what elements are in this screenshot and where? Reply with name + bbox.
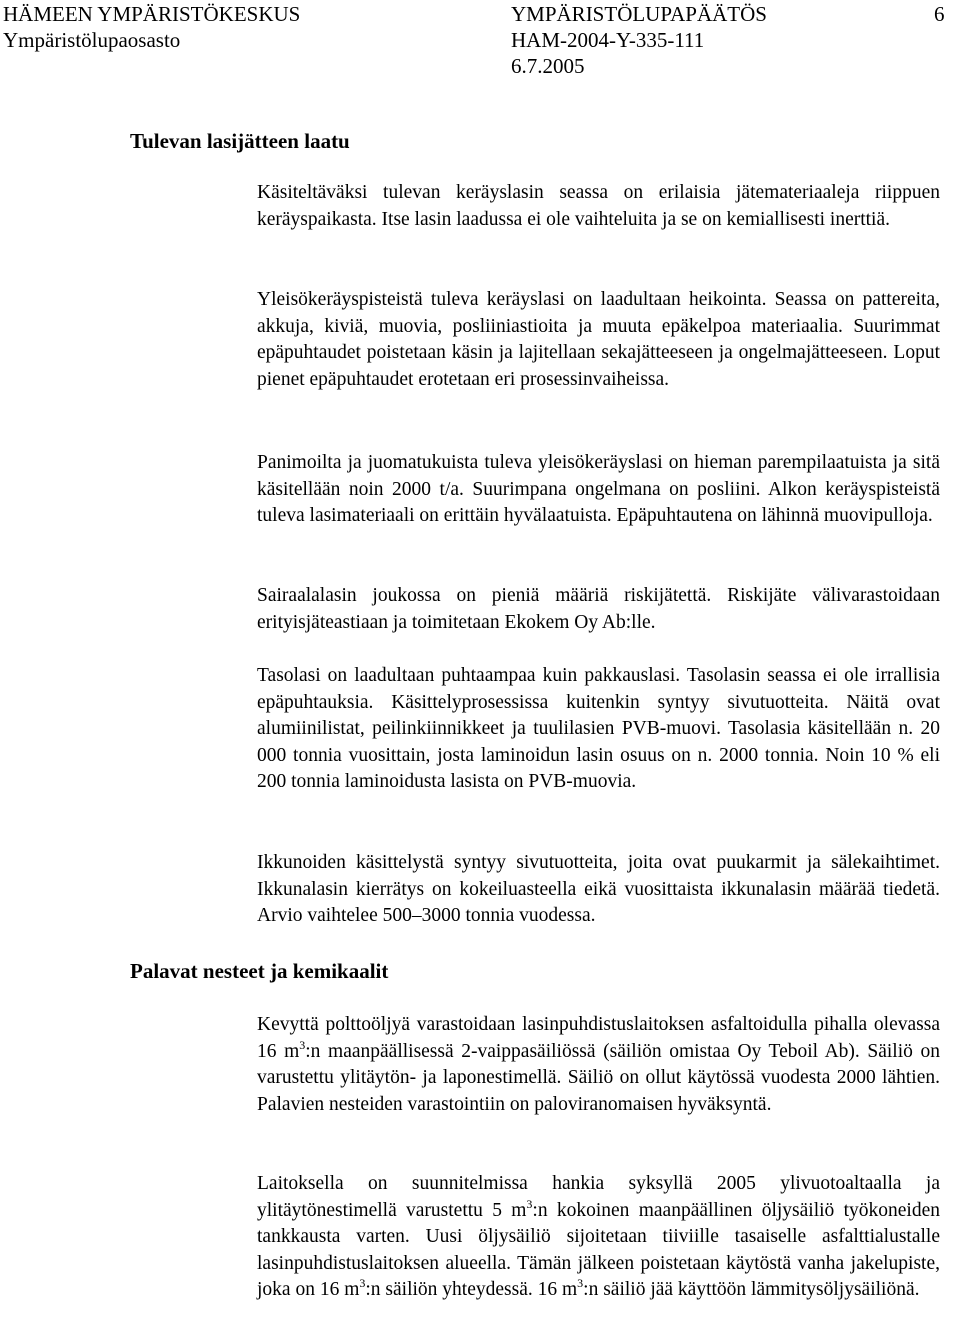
superscript: 3 — [299, 1037, 306, 1052]
paragraph — [257, 1012, 940, 1118]
document-title: YMPÄRISTÖLUPAPÄÄTÖS — [511, 2, 767, 26]
paragraph: Käsiteltäväksi tulevan keräyslasin seassa on erilaisia jätemateriaaleja riippuen keräyspaikasta. Itse lasin laadussa ei ole vaihteluita ja se on kemiallisesti inerttiä. — [257, 182, 940, 230]
section-heading: Palavat nesteet ja kemikaalit — [130, 959, 389, 983]
organization-name: HÄMEEN YMPÄRISTÖKESKUS — [3, 2, 301, 26]
text-run: :n säiliön yhteydessä. 16 m — [365, 1279, 578, 1301]
paragraph: Sairaalalasin joukossa on pieniä määriä riskijätettä. Riskijäte välivarastoidaan erityisjäteastiaan ja toimitetaan Ekokem Oy Ab:lle. — [257, 585, 940, 633]
text-run: :n kokoinen maanpäällinen öljysäiliö työkoneiden tankkausta varten. Uusi öljysäiliö sijoitetaan tiiviille tasaiselle asfalttialustalle lasinpuhdistuslaitoksen alueella. Tämän jälkeen poistetaan käytöstä vanha jakelupiste, joka on 16 m — [257, 1199, 940, 1301]
section-heading: Tulevan lasijätteen laatu — [130, 129, 350, 153]
text-run: Kevyttä polttoöljyä varastoidaan lasinpuhdistuslaitoksen asfaltoidulla pihalla olevassa 16 m — [257, 1014, 940, 1062]
paragraph: Ikkunoiden käsittelystä syntyy sivutuotteita, joita ovat puukarmit ja sälekaihtimet. Ikkunalasin kierrätys on kokeiluasteella eikä vuosittaista ikkunalasin määrää tiedetä. Arvio vaihtelee 500–3000 tonnia vuodessa. — [257, 852, 940, 927]
page-number: 6 — [934, 2, 945, 26]
superscript: 3 — [359, 1276, 366, 1291]
document-reference: HAM-2004-Y-335-111 — [511, 28, 705, 52]
superscript: 3 — [577, 1276, 584, 1291]
text-run: :n säiliö jää käyttöön lämmitysöljysäiliönä. — [583, 1279, 920, 1301]
paragraph: Panimoilta ja juomatukuista tuleva yleisökeräyslasi on hieman parempilaatuista ja sitä käsitellään noin 2000 t/a. Suurimpana ongelmana on posliini. Alkon keräyspisteistä tuleva lasimateriaali on erittäin hyvälaatuista. Epäpuhtautena on lähinnä muovipulloja. — [257, 452, 940, 527]
document-date: 6.7.2005 — [511, 54, 585, 78]
text-run: :n maanpäällisessä 2-vaippasäiliössä (säiliön omistaa Oy Teboil Ab). Säiliö on varustettu ylitäytön- ja laponestimellä. Säiliö on ollut käytössä vuodesta 2000 lähtien. Palavien nesteiden varastointiin on paloviranomaisen hyväksyntä. — [257, 1040, 940, 1115]
paragraph — [257, 1171, 940, 1304]
paragraph: Tasolasi on laadultaan puhtaampaa kuin pakkauslasi. Tasolasin seassa ei ole irrallisia epäpuhtauksia. Käsittelyprosessissa kuitenkin syntyy sivutuotteita. Näitä ovat alumiinilistat, peilinkiinnikkeet ja tuulilasien PVB-muovi. Tasolasia käsitellään n. 20 000 tonnia vuosittain, josta laminoidun lasin osuus on n. 2000 tonnia. Noin 10 % eli 200 tonnia laminoidusta lasista on PVB-muovia. — [257, 665, 940, 793]
paragraph: Yleisökeräyspisteistä tuleva keräyslasi on laadultaan heikointa. Seassa on pattereita, akkuja, kiviä, muovia, posliiniastioita ja muuta epäkelpoa materiaalia. Suurimmat epäpuhtaudet poistetaan käsin ja lajitellaan sekajätteeseen ja ongelmajätteeseen. Loput pienet epäpuhtaudet erotetaan eri prosessinvaiheissa. — [257, 289, 940, 390]
superscript: 3 — [526, 1196, 533, 1211]
department-name: Ympäristölupaosasto — [3, 28, 181, 52]
text-run: Laitoksella on suunnitelmissa hankia syksyllä 2005 ylivuotoaltaalla ja ylitäytönestimellä varustettu 5 m — [257, 1173, 940, 1221]
